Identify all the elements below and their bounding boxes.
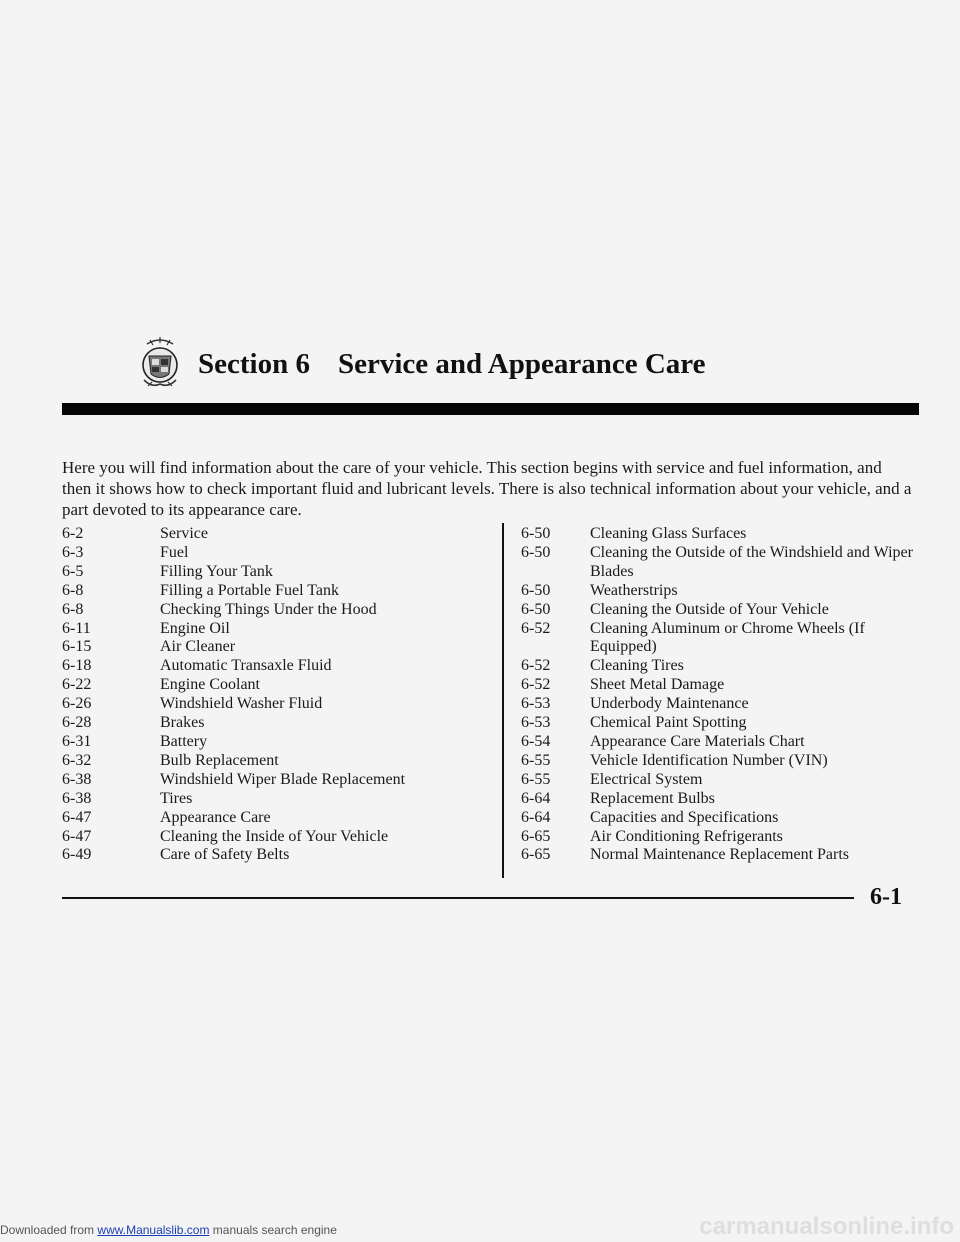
toc-page-ref: 6-26 [62, 695, 92, 713]
toc-page-ref: 6-31 [62, 732, 92, 750]
toc-entry [62, 828, 482, 847]
toc-entry-title: Care of Safety Belts [160, 846, 290, 864]
toc-entry-title: Underbody Maintenance [590, 695, 749, 713]
toc-entry-title: Windshield Wiper Blade Replacement [160, 770, 406, 788]
toc-page-ref: 6-52 [521, 657, 551, 675]
toc-entry-title: Filling a Portable Fuel Tank [160, 581, 340, 599]
toc-entry-title: Normal Maintenance Replacement Parts [590, 846, 850, 864]
toc-page-ref: 6-53 [521, 714, 551, 732]
toc-entry [62, 525, 482, 544]
section-title: Service and Appearance Care [337, 348, 706, 380]
toc-entry [62, 695, 482, 714]
toc-entry [521, 752, 916, 771]
toc-entry [521, 790, 916, 809]
toc-page-ref: 6-8 [62, 600, 84, 618]
toc-right-column [521, 525, 916, 865]
toc-page-ref: 6-55 [521, 751, 551, 769]
toc-entry-title: Tires [160, 789, 193, 807]
toc-entry [62, 733, 482, 752]
toc-entry [521, 714, 916, 733]
toc-page-ref: 6-2 [62, 525, 84, 542]
toc-page-ref: 6-28 [62, 714, 92, 732]
toc-page-ref: 6-22 [62, 676, 92, 694]
toc-entry-title: Battery [160, 732, 208, 750]
toc-entry [62, 544, 482, 563]
toc-page-ref: 6-64 [521, 789, 551, 807]
toc-entry-title: Cleaning Tires [590, 657, 684, 675]
toc-left-column [62, 525, 482, 865]
toc-entry-title: Cleaning the Outside of Your Vehicle [590, 600, 829, 618]
toc-page-ref: 6-64 [521, 808, 551, 826]
toc-page-ref: 6-50 [521, 600, 551, 618]
toc-page-ref: 6-3 [62, 543, 84, 561]
toc-entry [62, 601, 482, 620]
toc-page-ref: 6-32 [62, 751, 92, 769]
toc-entry [521, 809, 916, 828]
toc-entry-title: Sheet Metal Damage [590, 676, 725, 694]
toc-entry-title: Engine Coolant [160, 676, 260, 694]
toc-entry-title: Appearance Care [160, 808, 271, 826]
toc-entry [521, 657, 916, 676]
toc-entry-title: Cleaning the Outside of the Windshield and Wiper Blades [590, 543, 913, 580]
toc-page-ref: 6-49 [62, 846, 92, 864]
toc-entry [62, 846, 482, 865]
column-divider [502, 523, 504, 878]
toc-page-ref: 6-50 [521, 525, 551, 542]
toc-entry [62, 790, 482, 809]
toc-entry [521, 601, 916, 620]
cadillac-crest-icon [138, 334, 182, 392]
toc-entry-title: Chemical Paint Spotting [590, 714, 747, 732]
toc-entry-title: Air Conditioning Refrigerants [590, 827, 783, 845]
toc-page-ref: 6-52 [521, 676, 551, 694]
toc-page-ref: 6-52 [521, 619, 551, 637]
toc-page-ref: 6-15 [62, 638, 92, 656]
toc-entry-title: Vehicle Identification Number (VIN) [590, 751, 828, 769]
page-number: 6-1 [870, 884, 902, 910]
toc-entry [62, 620, 482, 639]
toc-entry [62, 752, 482, 771]
toc-entry-title: Capacities and Specifications [590, 808, 779, 826]
section-heading [198, 347, 706, 381]
toc-page-ref: 6-5 [62, 562, 84, 580]
toc-entry-title: Engine Oil [160, 619, 230, 637]
toc-entry-title: Electrical System [590, 770, 703, 788]
toc-entry [521, 582, 916, 601]
toc-entry-title: Brakes [160, 714, 205, 732]
toc-page-ref: 6-53 [521, 695, 551, 713]
download-notice [0, 1222, 337, 1238]
toc-entry-title: Cleaning the Inside of Your Vehicle [160, 827, 389, 845]
toc-entry [521, 828, 916, 847]
toc-page-ref: 6-8 [62, 581, 84, 599]
heading-rule [62, 403, 919, 415]
toc-page-ref: 6-18 [62, 657, 92, 675]
toc-entry [62, 582, 482, 601]
toc-page-ref: 6-50 [521, 543, 551, 561]
toc-page-ref: 6-38 [62, 789, 92, 807]
toc-entry [62, 657, 482, 676]
toc-entry [62, 638, 482, 657]
toc-entry-title: Air Cleaner [160, 638, 236, 656]
footer-rule [62, 897, 854, 899]
toc-entry-title: Windshield Washer Fluid [160, 695, 323, 713]
manualslib-link[interactable]: www.Manualslib.com [97, 1223, 210, 1237]
toc-entry-title: Checking Things Under the Hood [160, 600, 377, 618]
toc-entry [62, 676, 482, 695]
toc-entry [521, 544, 916, 582]
toc-entry-title: Cleaning Glass Surfaces [590, 525, 747, 542]
toc-entry-title: Replacement Bulbs [590, 789, 715, 807]
toc-entry [521, 676, 916, 695]
toc-entry [521, 733, 916, 752]
toc-entry-title: Bulb Replacement [160, 751, 279, 769]
toc-entry-title: Fuel [160, 543, 189, 561]
toc-entry-title: Automatic Transaxle Fluid [160, 657, 332, 675]
toc-entry-title: Filling Your Tank [160, 562, 273, 580]
toc-page-ref: 6-47 [62, 808, 92, 826]
toc-entry [62, 563, 482, 582]
toc-page-ref: 6-47 [62, 827, 92, 845]
toc-entry [521, 846, 916, 865]
toc-page-ref: 6-11 [62, 619, 91, 637]
section-number: Section 6 [198, 348, 310, 380]
toc-entry [521, 771, 916, 790]
toc-page-ref: 6-65 [521, 827, 551, 845]
toc-page-ref: 6-54 [521, 732, 551, 750]
toc-entry-title: Appearance Care Materials Chart [590, 732, 805, 750]
toc-entry [521, 525, 916, 544]
toc-entry [521, 695, 916, 714]
download-suffix: manuals search engine [212, 1223, 337, 1237]
toc-entry-title: Weatherstrips [590, 581, 678, 599]
toc-entry-title: Cleaning Aluminum or Chrome Wheels (If Equipped) [590, 619, 865, 656]
intro-paragraph: Here you will find information about the care of your vehicle. This section begins with service and fuel information, and then it shows how to check important fluid and lubricant levels. There is also technical information about your vehicle, and a part devoted to its appearance care. [62, 458, 912, 519]
toc-page-ref: 6-50 [521, 581, 551, 599]
toc-entry-title: Service [160, 525, 208, 542]
toc-page-ref: 6-65 [521, 846, 551, 864]
watermark: carmanualsonline.info [699, 1213, 954, 1240]
toc-page-ref: 6-55 [521, 770, 551, 788]
toc-entry [62, 771, 482, 790]
toc-entry [62, 714, 482, 733]
toc-page-ref: 6-38 [62, 770, 92, 788]
toc-entry [62, 809, 482, 828]
toc-entry [521, 620, 916, 658]
download-prefix: Downloaded from [0, 1223, 95, 1237]
